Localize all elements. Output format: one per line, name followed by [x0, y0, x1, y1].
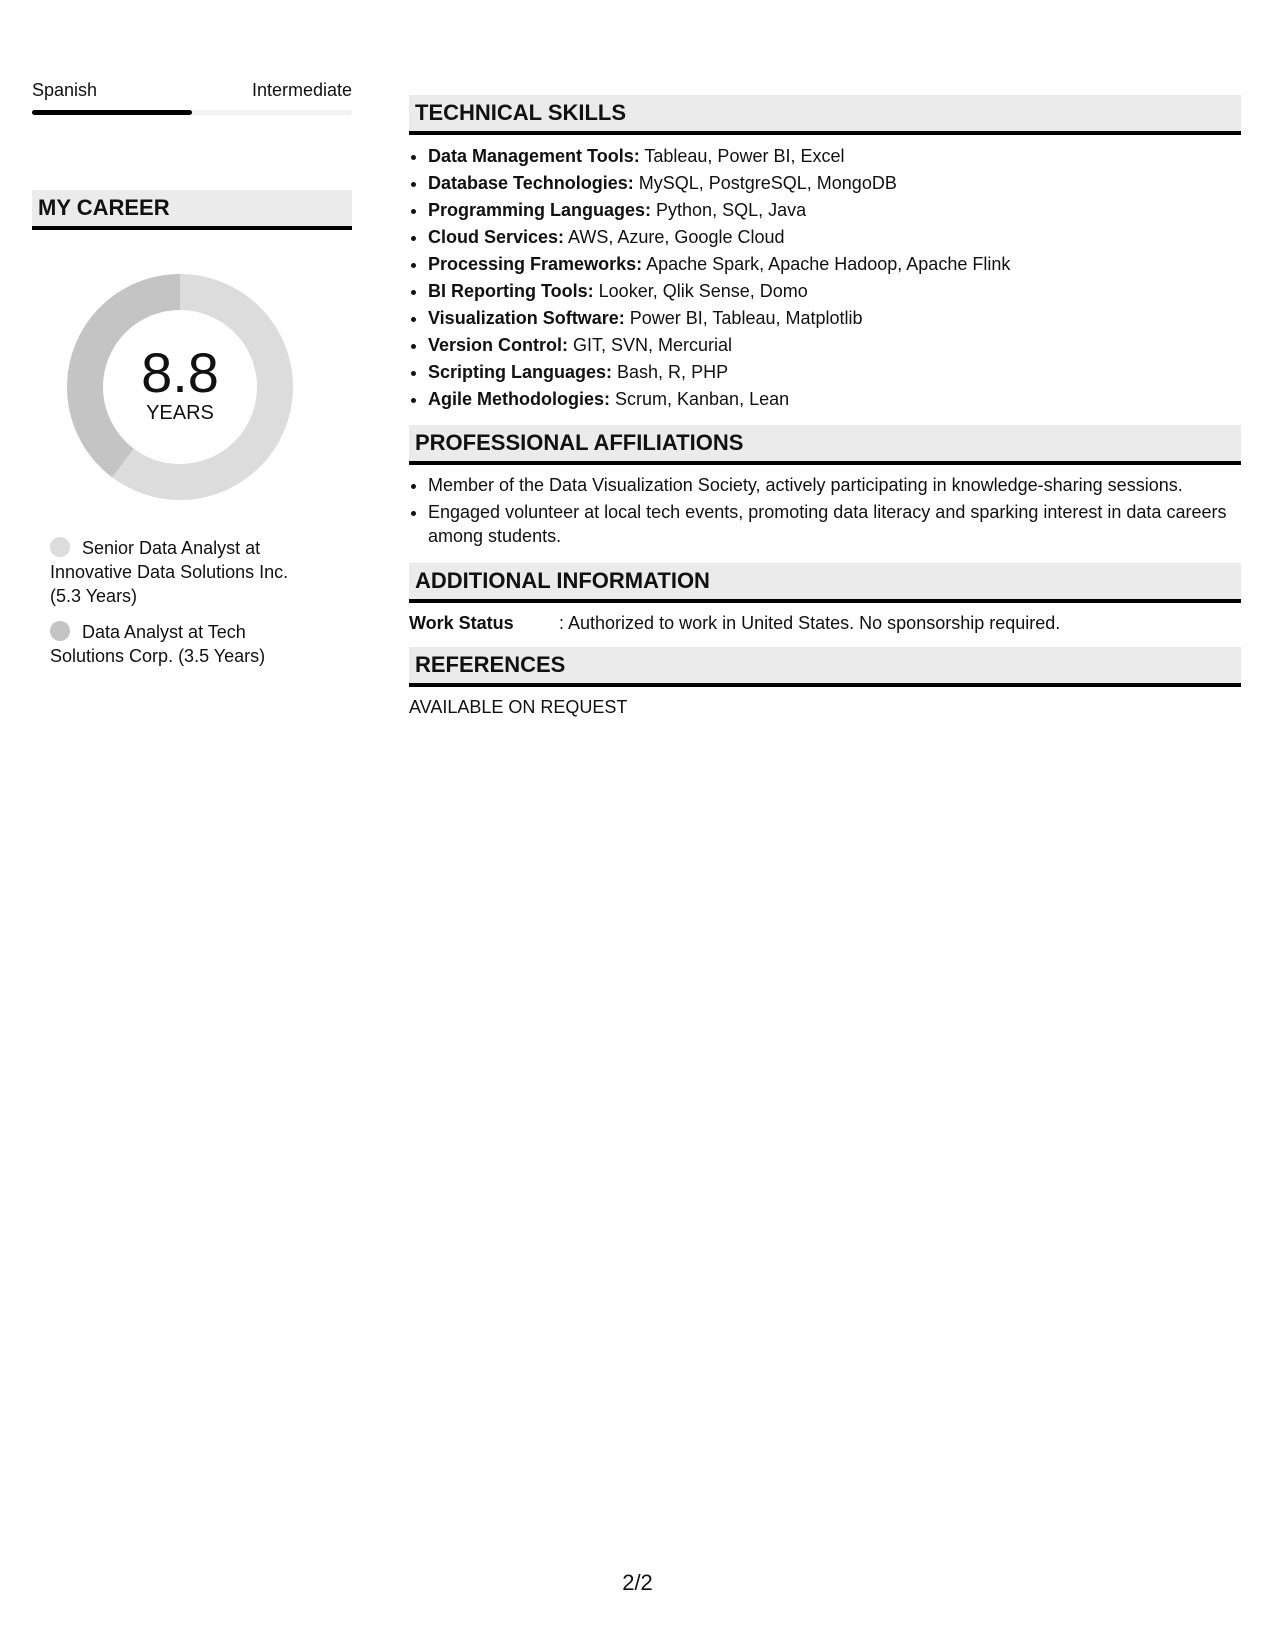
skill-label: BI Reporting Tools:	[428, 281, 594, 301]
work-status-label: Work Status	[409, 613, 514, 633]
career-total-unit: YEARS	[146, 402, 214, 424]
language-row	[32, 78, 352, 102]
career-item-text: Senior Data Analyst at Innovative Data Solutions Inc. (5.3 Years)	[50, 538, 289, 606]
work-status-value: : Authorized to work in United States. No sponsorship required.	[559, 613, 1061, 633]
skill-label: Programming Languages:	[428, 200, 652, 220]
skill-label: Scripting Languages:	[428, 362, 613, 382]
career-item	[50, 620, 320, 668]
language-proficiency-bar	[32, 110, 352, 115]
references-heading: REFERENCES	[409, 647, 1241, 687]
page-number: 2/2	[622, 1570, 653, 1595]
language-level: Intermediate	[251, 80, 352, 100]
skill-label: Visualization Software:	[428, 308, 625, 328]
skill-item	[428, 332, 1241, 359]
references-text: AVAILABLE ON REQUEST	[409, 697, 628, 717]
skill-value: Tableau, Power BI, Excel	[639, 146, 845, 166]
skill-value: Apache Spark, Apache Hadoop, Apache Flink	[642, 254, 1011, 274]
affiliation-item: • Engaged volunteer at local tech events, promoting data literacy and sparking interest in data careers among students.	[428, 500, 1241, 548]
right-column	[409, 95, 1241, 719]
skill-item	[428, 359, 1241, 386]
skill-label: Data Management Tools:	[428, 146, 640, 166]
skill-item	[428, 143, 1241, 170]
career-list	[50, 536, 320, 668]
affiliations-list	[409, 473, 1241, 548]
language-proficiency-fill	[32, 110, 192, 115]
donut-center	[65, 272, 295, 502]
career-item	[50, 536, 320, 608]
skill-item	[428, 197, 1241, 224]
affiliations-heading: PROFESSIONAL AFFILIATIONS	[409, 425, 1241, 465]
career-donut	[65, 272, 295, 502]
skill-label: Cloud Services:	[428, 227, 565, 247]
career-item-text: Data Analyst at Tech Solutions Corp. (3.5 Years)	[50, 622, 266, 666]
skill-value: Looker, Qlik Sense, Domo	[593, 281, 808, 301]
skill-value: Python, SQL, Java	[651, 200, 807, 220]
skill-value: Bash, R, PHP	[612, 362, 729, 382]
technical-skills-list	[409, 143, 1241, 413]
skill-item	[428, 251, 1241, 278]
skill-item	[428, 278, 1241, 305]
skill-value: Power BI, Tableau, Matplotlib	[624, 308, 863, 328]
career-heading: MY CAREER	[32, 190, 352, 230]
work-status-row	[409, 611, 1241, 635]
skill-label: Database Technologies:	[428, 173, 634, 193]
skill-label: Processing Frameworks:	[428, 254, 643, 274]
language-name: Spanish	[32, 80, 98, 100]
skill-value: MySQL, PostgreSQL, MongoDB	[633, 173, 897, 193]
left-column	[32, 78, 352, 680]
skill-value: Scrum, Kanban, Lean	[610, 389, 790, 409]
skill-item	[428, 170, 1241, 197]
affiliation-item: • Member of the Data Visualization Society, actively participating in knowledge-sharing sessions.	[428, 473, 1241, 497]
skill-label: Agile Methodologies:	[428, 389, 610, 409]
skill-item	[428, 386, 1241, 413]
skill-value: GIT, SVN, Mercurial	[568, 335, 733, 355]
skill-label: Version Control:	[428, 335, 569, 355]
additional-info-heading: ADDITIONAL INFORMATION	[409, 563, 1241, 603]
career-total-value: 8.8	[141, 341, 219, 404]
career-dot-icon	[50, 537, 70, 557]
skill-value: AWS, Azure, Google Cloud	[564, 227, 785, 247]
skill-item	[428, 305, 1241, 332]
technical-skills-heading: TECHNICAL SKILLS	[409, 95, 1241, 135]
career-dot-icon	[50, 621, 70, 641]
skill-item	[428, 224, 1241, 251]
